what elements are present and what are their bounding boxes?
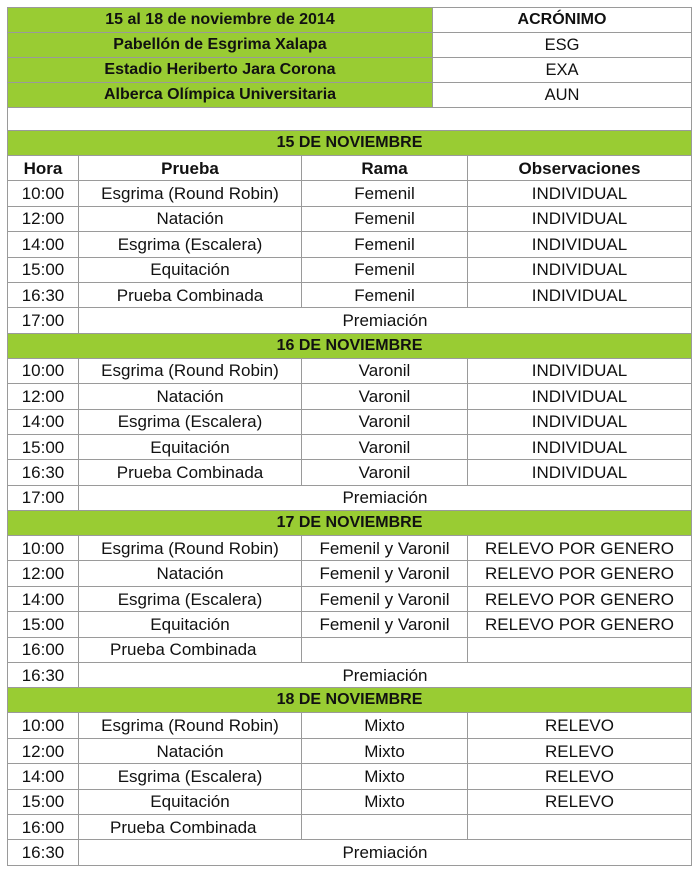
venue-row	[8, 83, 692, 108]
event-notes: INDIVIDUAL	[468, 232, 692, 257]
event-time: 15:00	[8, 257, 79, 282]
event-notes: INDIVIDUAL	[468, 384, 692, 409]
event-name: Prueba Combinada	[79, 460, 302, 485]
acronym-header: ACRÓNIMO	[433, 8, 692, 33]
event-notes: INDIVIDUAL	[468, 409, 692, 434]
event-row	[8, 612, 692, 637]
venue-code: ESG	[433, 33, 692, 58]
event-name: Prueba Combinada	[79, 282, 302, 307]
day-title: 18 DE NOVIEMBRE	[8, 688, 692, 713]
event-name: Equitación	[79, 434, 302, 459]
spacer-cell	[8, 108, 692, 131]
event-notes: INDIVIDUAL	[468, 257, 692, 282]
event-notes: RELEVO	[468, 789, 692, 814]
event-name: Esgrima (Round Robin)	[79, 181, 302, 206]
event-name: Esgrima (Escalera)	[79, 764, 302, 789]
event-time: 12:00	[8, 738, 79, 763]
event-row	[8, 789, 692, 814]
event-time: 10:00	[8, 713, 79, 738]
event-row	[8, 637, 692, 662]
event-name: Equitación	[79, 612, 302, 637]
event-name: Esgrima (Round Robin)	[79, 358, 302, 383]
event-notes	[468, 814, 692, 839]
event-name: Esgrima (Round Robin)	[79, 536, 302, 561]
column-header-observaciones: Observaciones	[468, 156, 692, 181]
event-time: 14:00	[8, 409, 79, 434]
event-branch: Varonil	[302, 384, 468, 409]
ceremony-label: Premiación	[79, 840, 692, 865]
event-time: 16:30	[8, 282, 79, 307]
event-row	[8, 764, 692, 789]
venue-code: EXA	[433, 58, 692, 83]
venue-row	[8, 58, 692, 83]
event-row	[8, 358, 692, 383]
event-notes: INDIVIDUAL	[468, 282, 692, 307]
event-row	[8, 738, 692, 763]
event-branch: Mixto	[302, 713, 468, 738]
event-branch	[302, 814, 468, 839]
date-range-title: 15 al 18 de noviembre de 2014	[8, 8, 433, 33]
event-time: 15:00	[8, 434, 79, 459]
event-time: 12:00	[8, 206, 79, 231]
ceremony-label: Premiación	[79, 308, 692, 333]
event-name: Equitación	[79, 257, 302, 282]
event-name: Natación	[79, 206, 302, 231]
event-name: Esgrima (Escalera)	[79, 586, 302, 611]
event-time: 14:00	[8, 764, 79, 789]
event-row	[8, 282, 692, 307]
venue-row	[8, 8, 692, 33]
event-row	[8, 257, 692, 282]
event-notes: RELEVO	[468, 738, 692, 763]
event-row	[8, 536, 692, 561]
event-notes: RELEVO POR GENERO	[468, 536, 692, 561]
event-branch: Mixto	[302, 789, 468, 814]
day-header-row	[8, 688, 692, 713]
event-time: 12:00	[8, 384, 79, 409]
ceremony-time: 16:30	[8, 840, 79, 865]
event-branch: Femenil	[302, 282, 468, 307]
ceremony-time: 16:30	[8, 663, 79, 688]
venue-name: Alberca Olímpica Universitaria	[8, 83, 433, 108]
venue-name: Pabellón de Esgrima Xalapa	[8, 33, 433, 58]
event-branch: Femenil y Varonil	[302, 586, 468, 611]
ceremony-time: 17:00	[8, 485, 79, 510]
day-title: 15 DE NOVIEMBRE	[8, 131, 692, 156]
event-notes: INDIVIDUAL	[468, 460, 692, 485]
event-branch: Varonil	[302, 358, 468, 383]
ceremony-row	[8, 840, 692, 865]
event-branch	[302, 637, 468, 662]
event-notes: RELEVO	[468, 764, 692, 789]
event-notes: RELEVO POR GENERO	[468, 586, 692, 611]
event-row	[8, 460, 692, 485]
event-notes: INDIVIDUAL	[468, 434, 692, 459]
ceremony-row	[8, 308, 692, 333]
event-row	[8, 181, 692, 206]
ceremony-label: Premiación	[79, 485, 692, 510]
event-notes: RELEVO POR GENERO	[468, 612, 692, 637]
ceremony-label: Premiación	[79, 663, 692, 688]
event-branch: Femenil	[302, 181, 468, 206]
day-header-row	[8, 333, 692, 358]
event-branch: Femenil	[302, 232, 468, 257]
column-header-row	[8, 156, 692, 181]
event-name: Esgrima (Round Robin)	[79, 713, 302, 738]
day-title: 16 DE NOVIEMBRE	[8, 333, 692, 358]
event-time: 10:00	[8, 536, 79, 561]
column-header-rama: Rama	[302, 156, 468, 181]
event-name: Esgrima (Escalera)	[79, 232, 302, 257]
venue-code: AUN	[433, 83, 692, 108]
day-title: 17 DE NOVIEMBRE	[8, 511, 692, 536]
event-name: Prueba Combinada	[79, 814, 302, 839]
event-row	[8, 586, 692, 611]
event-name: Natación	[79, 561, 302, 586]
event-row	[8, 814, 692, 839]
event-name: Equitación	[79, 789, 302, 814]
event-branch: Mixto	[302, 738, 468, 763]
ceremony-row	[8, 485, 692, 510]
day-header-row	[8, 131, 692, 156]
event-time: 15:00	[8, 789, 79, 814]
event-notes: RELEVO POR GENERO	[468, 561, 692, 586]
event-name: Natación	[79, 384, 302, 409]
event-name: Prueba Combinada	[79, 637, 302, 662]
event-time: 10:00	[8, 358, 79, 383]
event-branch: Varonil	[302, 460, 468, 485]
event-time: 16:00	[8, 637, 79, 662]
event-branch: Varonil	[302, 434, 468, 459]
column-header-hora: Hora	[8, 156, 79, 181]
event-time: 12:00	[8, 561, 79, 586]
venues-table	[7, 7, 692, 108]
event-row	[8, 232, 692, 257]
event-notes: INDIVIDUAL	[468, 181, 692, 206]
event-time: 16:00	[8, 814, 79, 839]
ceremony-row	[8, 663, 692, 688]
event-branch: Femenil y Varonil	[302, 612, 468, 637]
event-time: 14:00	[8, 232, 79, 257]
event-row	[8, 384, 692, 409]
event-notes: INDIVIDUAL	[468, 206, 692, 231]
spacer-row	[8, 108, 692, 131]
event-notes: INDIVIDUAL	[468, 358, 692, 383]
event-time: 15:00	[8, 612, 79, 637]
event-row	[8, 206, 692, 231]
event-row	[8, 409, 692, 434]
event-row	[8, 561, 692, 586]
event-time: 10:00	[8, 181, 79, 206]
event-branch: Femenil	[302, 257, 468, 282]
event-row	[8, 713, 692, 738]
event-name: Natación	[79, 738, 302, 763]
venue-name: Estadio Heriberto Jara Corona	[8, 58, 433, 83]
event-notes: RELEVO	[468, 713, 692, 738]
ceremony-time: 17:00	[8, 308, 79, 333]
schedule-table	[7, 108, 692, 866]
event-name: Esgrima (Escalera)	[79, 409, 302, 434]
event-branch: Femenil y Varonil	[302, 561, 468, 586]
event-row	[8, 434, 692, 459]
event-time: 16:30	[8, 460, 79, 485]
event-time: 14:00	[8, 586, 79, 611]
event-branch: Femenil y Varonil	[302, 536, 468, 561]
event-branch: Femenil	[302, 206, 468, 231]
event-branch: Varonil	[302, 409, 468, 434]
venue-row	[8, 33, 692, 58]
schedule-document	[7, 7, 691, 866]
column-header-prueba: Prueba	[79, 156, 302, 181]
day-header-row	[8, 511, 692, 536]
event-branch: Mixto	[302, 764, 468, 789]
event-notes	[468, 637, 692, 662]
